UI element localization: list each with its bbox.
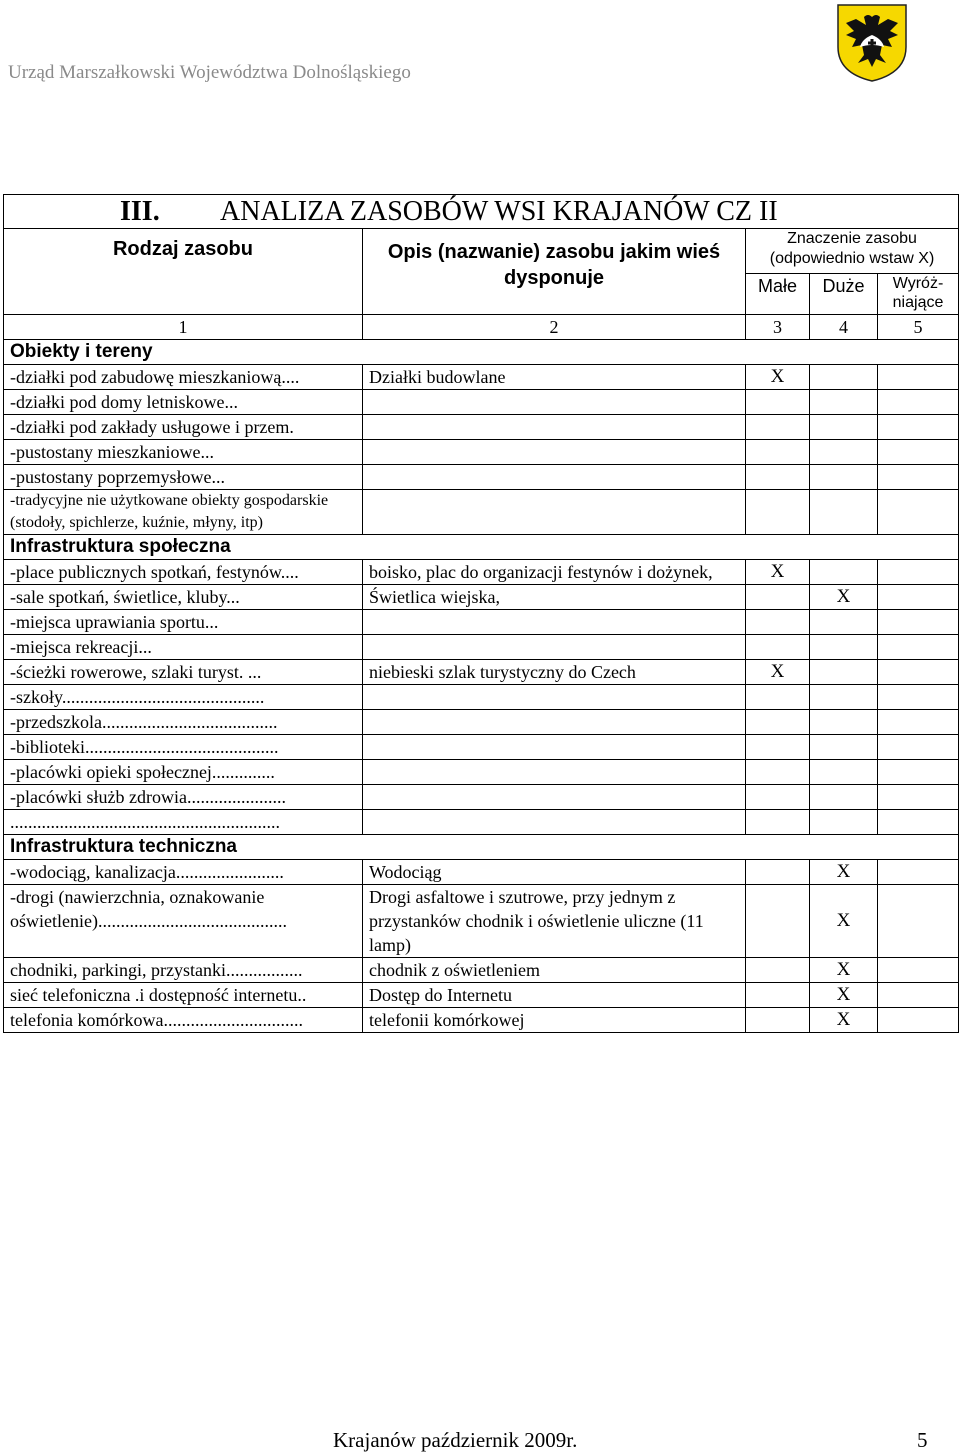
significance-small-mark <box>746 735 810 760</box>
significance-small-mark <box>746 860 810 885</box>
column-numbers-row <box>4 315 959 340</box>
page-title: ANALIZA ZASOBÓW WSI KRAJANÓW CZ II <box>220 196 778 227</box>
resource-description <box>363 710 746 735</box>
table-row <box>4 710 959 735</box>
page-number: 5 <box>917 1428 928 1452</box>
significance-distinctive-mark <box>878 465 959 490</box>
significance-distinctive-mark <box>878 810 959 835</box>
title-row <box>4 195 959 229</box>
resource-type: -miejsca uprawiania sportu... <box>4 610 363 635</box>
significance-small-mark <box>746 983 810 1008</box>
significance-small-mark <box>746 585 810 610</box>
resource-type: -przedszkola....................................... <box>4 710 363 735</box>
table-row <box>4 1008 959 1033</box>
resource-type: -działki pod zabudowę mieszkaniową.... <box>4 365 363 390</box>
category-row <box>4 835 959 860</box>
significance-small-mark <box>746 760 810 785</box>
resource-description <box>363 760 746 785</box>
resources-table <box>3 194 959 1033</box>
resource-description <box>363 465 746 490</box>
table-row <box>4 685 959 710</box>
resource-description: Świetlica wiejska, <box>363 585 746 610</box>
resource-type: sieć telefoniczna .i dostępność internetu.. <box>4 983 363 1008</box>
resource-description <box>363 785 746 810</box>
significance-distinctive-mark <box>878 490 959 535</box>
resource-description: chodnik z oświetleniem <box>363 958 746 983</box>
significance-distinctive-mark <box>878 983 959 1008</box>
category-row <box>4 535 959 560</box>
table-row <box>4 635 959 660</box>
resource-description: boisko, plac do organizacji festynów i dożynek, <box>363 560 746 585</box>
resource-type: -pustostany mieszkaniowe... <box>4 440 363 465</box>
significance-small-mark <box>746 440 810 465</box>
resource-type: -place publicznych spotkań, festynów.... <box>4 560 363 585</box>
resource-type: chodniki, parkingi, przystanki................. <box>4 958 363 983</box>
resource-type: -biblioteki........................................... <box>4 735 363 760</box>
significance-small-mark <box>746 390 810 415</box>
significance-small-mark <box>746 490 810 535</box>
resource-description: Działki budowlane <box>363 365 746 390</box>
category-heading: Infrastruktura techniczna <box>4 835 959 860</box>
significance-large-mark <box>810 490 878 535</box>
significance-distinctive-mark <box>878 440 959 465</box>
significance-distinctive-mark <box>878 685 959 710</box>
resource-type: -drogi (nawierzchnia, oznakowanie oświetlenie).......................................... <box>4 885 363 958</box>
column-header-description: Opis (nazwanie) zasobu jakim wieś dysponuje <box>363 229 746 315</box>
resource-description: Wodociąg <box>363 860 746 885</box>
significance-small-mark <box>746 785 810 810</box>
significance-small-mark <box>746 710 810 735</box>
significance-distinctive-mark <box>878 560 959 585</box>
significance-small-mark <box>746 610 810 635</box>
section-number: III. <box>120 196 160 227</box>
resource-type: -placówki służb zdrowia...................... <box>4 785 363 810</box>
table-row <box>4 810 959 835</box>
significance-distinctive-mark <box>878 415 959 440</box>
resource-type: -tradycyjne nie użytkowane obiekty gospodarskie (stodoły, spichlerze, kuźnie, młyny, itp) <box>4 490 363 535</box>
column-number: 2 <box>363 315 746 340</box>
resource-description: niebieski szlak turystyczny do Czech <box>363 660 746 685</box>
significance-small-mark <box>746 465 810 490</box>
significance-label: Znaczenie zasobu <box>787 230 917 247</box>
significance-large-mark <box>810 735 878 760</box>
table-row <box>4 983 959 1008</box>
table-row <box>4 465 959 490</box>
significance-large-mark <box>810 560 878 585</box>
significance-distinctive-mark <box>878 635 959 660</box>
significance-distinctive-mark <box>878 735 959 760</box>
table-row <box>4 735 959 760</box>
significance-distinctive-mark <box>878 785 959 810</box>
table-row <box>4 785 959 810</box>
significance-large-mark: X <box>810 885 878 958</box>
organization-name: Urząd Marszałkowski Województwa Dolnośląskiego <box>8 62 411 83</box>
column-number: 4 <box>810 315 878 340</box>
table-row <box>4 760 959 785</box>
significance-large-mark: X <box>810 860 878 885</box>
resource-description <box>363 810 746 835</box>
resource-type: -wodociąg, kanalizacja........................ <box>4 860 363 885</box>
resource-type: -szkoły............................................. <box>4 685 363 710</box>
table-row <box>4 440 959 465</box>
resource-type: -placówki opieki społecznej.............. <box>4 760 363 785</box>
table-row <box>4 560 959 585</box>
category-row <box>4 340 959 365</box>
resource-description <box>363 635 746 660</box>
significance-large-mark <box>810 810 878 835</box>
column-header-large: Duże <box>810 274 878 315</box>
resource-type: -ścieżki rowerowe, szlaki turyst. ... <box>4 660 363 685</box>
significance-small-mark: X <box>746 365 810 390</box>
table-row <box>4 885 959 958</box>
significance-small-mark: X <box>746 660 810 685</box>
resource-type: telefonia komórkowa............................... <box>4 1008 363 1033</box>
significance-distinctive-mark <box>878 760 959 785</box>
significance-large-mark <box>810 415 878 440</box>
column-number: 3 <box>746 315 810 340</box>
resource-description <box>363 390 746 415</box>
header-row <box>4 229 959 274</box>
column-header-distinctive: Wyróż-niające <box>878 274 959 315</box>
significance-large-mark <box>810 610 878 635</box>
resource-description <box>363 610 746 635</box>
significance-small-mark <box>746 635 810 660</box>
significance-distinctive-mark <box>878 860 959 885</box>
table-row <box>4 585 959 610</box>
significance-distinctive-mark <box>878 585 959 610</box>
table-row <box>4 610 959 635</box>
column-header-type: Rodzaj zasobu <box>4 229 363 315</box>
significance-distinctive-mark <box>878 710 959 735</box>
table-row <box>4 958 959 983</box>
category-heading: Obiekty i tereny <box>4 340 959 365</box>
significance-large-mark <box>810 685 878 710</box>
significance-distinctive-mark <box>878 958 959 983</box>
significance-small-mark: X <box>746 560 810 585</box>
significance-distinctive-mark <box>878 365 959 390</box>
table-row <box>4 365 959 390</box>
significance-large-mark <box>810 440 878 465</box>
significance-small-mark <box>746 415 810 440</box>
significance-small-mark <box>746 685 810 710</box>
significance-large-mark <box>810 390 878 415</box>
eagle-crest-icon <box>836 3 908 83</box>
resource-description <box>363 415 746 440</box>
table-row <box>4 660 959 685</box>
significance-small-mark <box>746 958 810 983</box>
resource-description: Drogi asfaltowe i szutrowe, przy jednym z przystanków chodnik i oświetlenie uliczne (11 lamp) <box>363 885 746 958</box>
significance-large-mark <box>810 465 878 490</box>
column-header-significance <box>746 229 959 274</box>
resource-type: -miejsca rekreacji... <box>4 635 363 660</box>
significance-distinctive-mark <box>878 610 959 635</box>
resource-type: -pustostany poprzemysłowe... <box>4 465 363 490</box>
significance-hint: (odpowiednio wstaw X) <box>769 250 935 267</box>
footer-text: Krajanów październik 2009r. <box>333 1428 578 1452</box>
resource-description: telefonii komórkowej <box>363 1008 746 1033</box>
table-row <box>4 415 959 440</box>
significance-small-mark <box>746 885 810 958</box>
significance-distinctive-mark <box>878 390 959 415</box>
significance-large-mark: X <box>810 958 878 983</box>
resource-description <box>363 440 746 465</box>
table-row <box>4 390 959 415</box>
significance-large-mark <box>810 785 878 810</box>
resource-description <box>363 490 746 535</box>
significance-large-mark: X <box>810 1008 878 1033</box>
column-number: 1 <box>4 315 363 340</box>
resource-type: ............................................................ <box>4 810 363 835</box>
significance-large-mark <box>810 365 878 390</box>
category-heading: Infrastruktura społeczna <box>4 535 959 560</box>
resource-type: -działki pod zakłady usługowe i przem. <box>4 415 363 440</box>
significance-large-mark <box>810 760 878 785</box>
significance-large-mark: X <box>810 585 878 610</box>
significance-large-mark <box>810 710 878 735</box>
resource-description: Dostęp do Internetu <box>363 983 746 1008</box>
significance-large-mark <box>810 635 878 660</box>
table-row <box>4 490 959 535</box>
table-row <box>4 860 959 885</box>
significance-distinctive-mark <box>878 885 959 958</box>
resource-description <box>363 735 746 760</box>
resource-type: -działki pod domy letniskowe... <box>4 390 363 415</box>
significance-distinctive-mark <box>878 1008 959 1033</box>
significance-large-mark <box>810 660 878 685</box>
significance-distinctive-mark <box>878 660 959 685</box>
column-header-small: Małe <box>746 274 810 315</box>
resource-description <box>363 685 746 710</box>
significance-small-mark <box>746 1008 810 1033</box>
column-number: 5 <box>878 315 959 340</box>
significance-small-mark <box>746 810 810 835</box>
resource-type: -sale spotkań, świetlice, kluby... <box>4 585 363 610</box>
significance-large-mark: X <box>810 983 878 1008</box>
